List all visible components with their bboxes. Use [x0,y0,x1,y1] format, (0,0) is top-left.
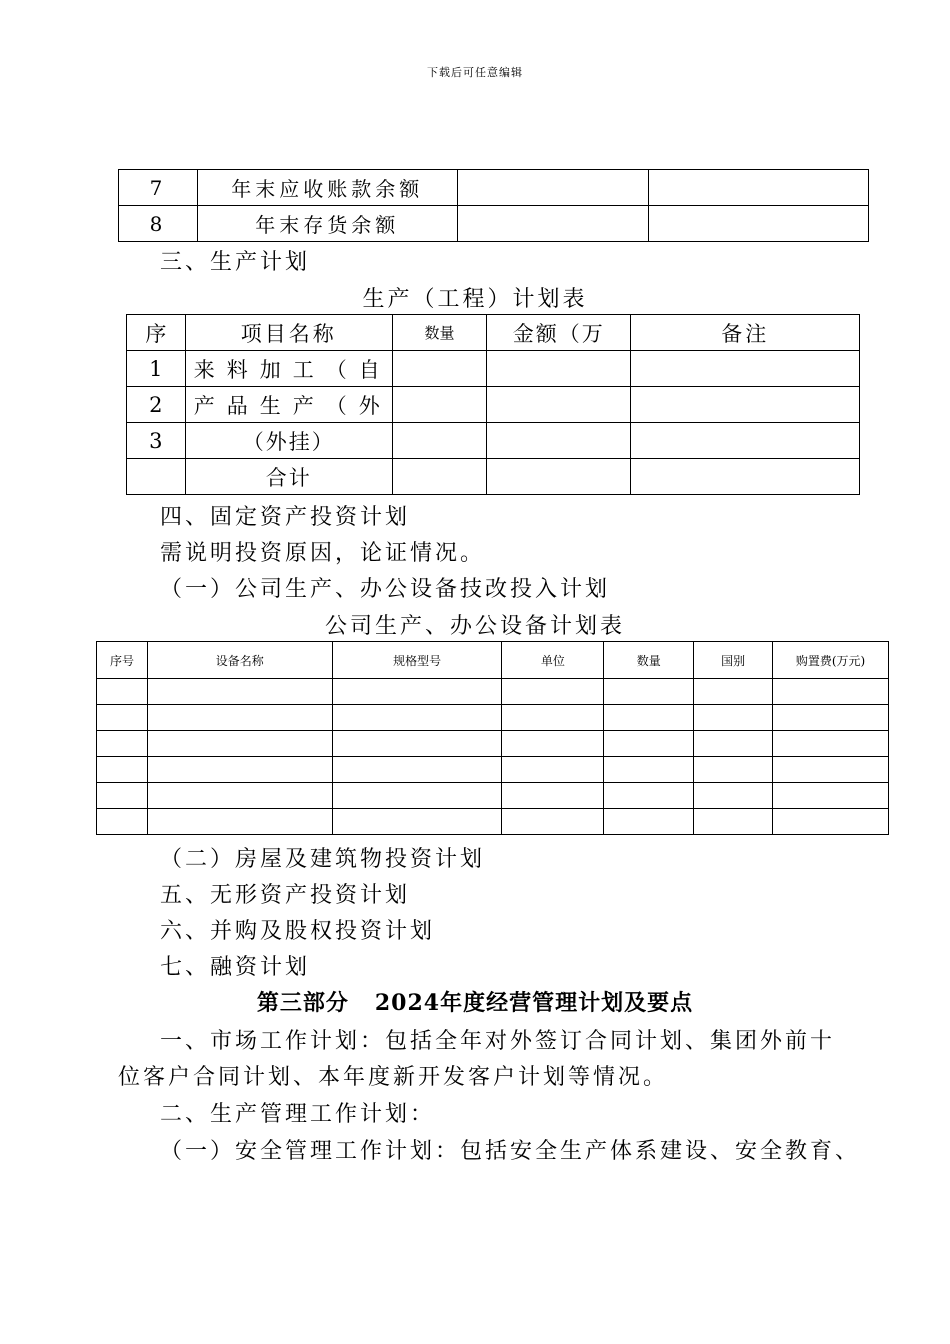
empty-cell [97,757,148,783]
value-cell [631,351,860,387]
column-header: 设备名称 [147,642,332,679]
empty-cell [97,809,148,835]
page-header: 下载后可任意编辑 [427,66,523,79]
table-total-row [127,459,860,495]
empty-cell [604,731,694,757]
column-header: 备注 [631,315,860,351]
column-header: 数量 [604,642,694,679]
row-number: 3 [127,423,186,459]
row-number: 1 [127,351,186,387]
empty-cell [773,705,889,731]
row-item: 产品生产（外 [185,387,392,423]
sub-heading: （一）公司生产、办公设备技改投入计划 [160,577,611,602]
section-heading: 七、融资计划 [160,955,311,980]
empty-cell [694,705,773,731]
table-header-row [97,642,889,679]
empty-cell [694,731,773,757]
value-cell [392,423,486,459]
empty-cell [332,757,502,783]
section-heading: 二、生产管理工作计划： [160,1102,436,1127]
empty-cell [502,757,604,783]
column-header: 序号 [97,642,148,679]
empty-cell [604,679,694,705]
empty-cell [97,731,148,757]
value-cell [392,387,486,423]
table-row [97,731,889,757]
row-item: 年末应收账款余额 [197,170,457,206]
empty-cell [332,731,502,757]
row-number [127,459,186,495]
empty-cell [97,783,148,809]
empty-cell [147,757,332,783]
table-row [127,423,860,459]
value-cell [487,351,631,387]
empty-cell [332,705,502,731]
equipment-plan-table [96,641,889,835]
column-header: 项目名称 [185,315,392,351]
row-item: （外挂） [185,423,392,459]
table-title: 生产（工程）计划表 [362,287,588,312]
value-cell [392,351,486,387]
value-cell [487,423,631,459]
table-header-row [127,315,860,351]
row-number: 2 [127,387,186,423]
empty-cell [604,809,694,835]
value-cell [392,459,486,495]
empty-cell [604,705,694,731]
value-cell [631,459,860,495]
empty-cell [604,783,694,809]
row-number: 8 [119,206,198,242]
empty-cell [694,679,773,705]
table-row [97,783,889,809]
value-cell [487,459,631,495]
empty-cell [147,705,332,731]
empty-cell [147,809,332,835]
empty-cell [502,809,604,835]
column-header: 购置费(万元) [773,642,889,679]
empty-cell [332,679,502,705]
empty-cell [694,757,773,783]
empty-cell [97,679,148,705]
empty-cell [694,809,773,835]
column-header: 国别 [694,642,773,679]
value-cell [457,206,649,242]
table-row [97,757,889,783]
value-cell [649,170,869,206]
empty-cell [502,731,604,757]
table-row [97,705,889,731]
value-cell [631,423,860,459]
indicator-table [118,169,869,242]
section-heading: 四、固定资产投资计划 [160,505,411,530]
table-row [97,809,889,835]
value-cell [487,387,631,423]
body-text: 需说明投资原因，论证情况。 [160,541,486,566]
row-number: 7 [119,170,198,206]
column-header: 序 [127,315,186,351]
table-row [119,170,869,206]
table-row [127,387,860,423]
value-cell [631,387,860,423]
sub-heading: （二）房屋及建筑物投资计划 [160,847,486,872]
row-item: 合计 [185,459,392,495]
part-title: 第三部分 2024年度经营管理计划及要点 [256,990,694,1016]
empty-cell [502,705,604,731]
column-header: 金额（万 [487,315,631,351]
empty-cell [773,679,889,705]
empty-cell [97,705,148,731]
empty-cell [332,809,502,835]
empty-cell [694,783,773,809]
production-plan-table [126,314,860,495]
row-item: 年末存货余额 [197,206,457,242]
empty-cell [773,731,889,757]
row-item: 来料加工（自 [185,351,392,387]
section-heading: 五、无形资产投资计划 [160,883,411,908]
empty-cell [147,731,332,757]
table-row [97,679,889,705]
table-row [127,351,860,387]
empty-cell [147,783,332,809]
section-heading: 六、并购及股权投资计划 [160,919,436,944]
table-row [119,206,869,242]
column-header: 数量 [392,315,486,351]
paragraph-line: 位客户合同计划、本年度新开发客户计划等情况。 [118,1065,669,1090]
table-title: 公司生产、办公设备计划表 [324,614,625,639]
empty-cell [773,809,889,835]
empty-cell [773,757,889,783]
section-heading: 三、生产计划 [160,250,311,275]
empty-cell [604,757,694,783]
value-cell [649,206,869,242]
column-header: 规格型号 [332,642,502,679]
paragraph-line: （一）安全管理工作计划：包括安全生产体系建设、安全教育、 [160,1139,861,1164]
empty-cell [502,679,604,705]
empty-cell [332,783,502,809]
empty-cell [773,783,889,809]
paragraph-line: 一、市场工作计划：包括全年对外签订合同计划、集团外前十 [160,1029,836,1054]
value-cell [457,170,649,206]
empty-cell [502,783,604,809]
empty-cell [147,679,332,705]
column-header: 单位 [502,642,604,679]
